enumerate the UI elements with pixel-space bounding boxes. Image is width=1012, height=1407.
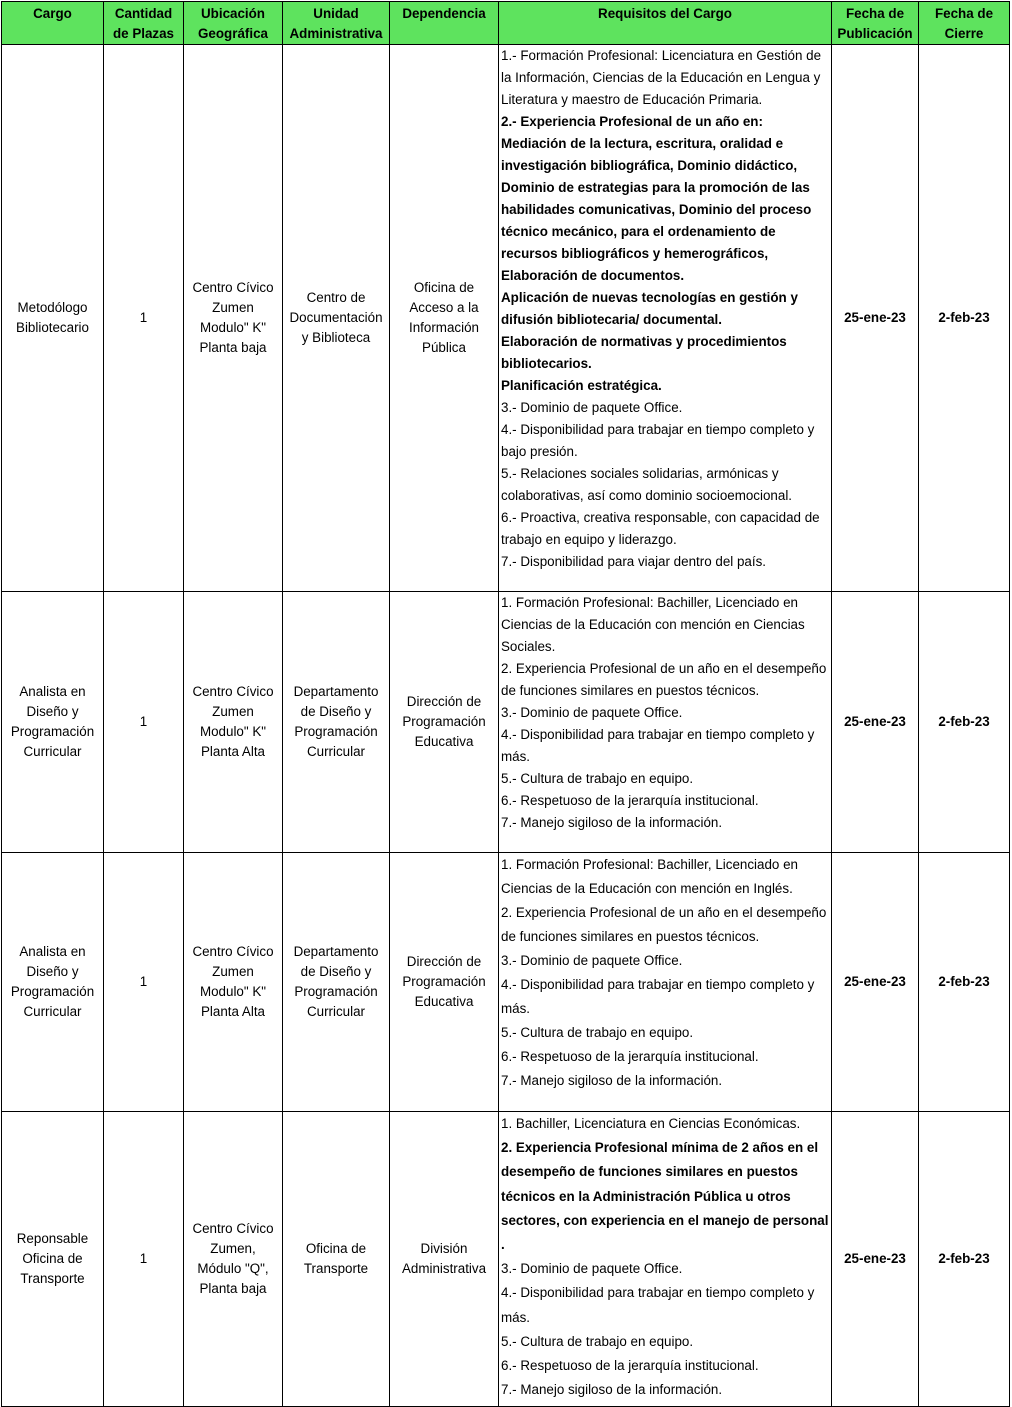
requisito-item: 7.- Manejo sigiloso de la información.	[501, 1382, 723, 1398]
requisito-item: 4.- Disponibilidad para trabajar en tiempo completo y más.	[501, 1285, 815, 1325]
header-fecha-cierre: Fecha de Cierre	[919, 2, 1010, 45]
dependencia-cell: Dirección de Programación Educativa	[390, 592, 499, 853]
cargo-cell: Analista en Diseño y Programación Curricular	[2, 853, 104, 1112]
fecha-publicacion-cell: 25-ene-23	[832, 45, 919, 592]
fecha-publicacion-cell: 25-ene-23	[832, 592, 919, 853]
fecha-cierre-cell: 2-feb-23	[919, 853, 1010, 1112]
vacancies-table	[1, 1, 1010, 1407]
table-header	[2, 2, 1010, 45]
requisito-item: 1. Formación Profesional: Bachiller, Licenciado en Ciencias de la Educación con mención en Inglés.	[501, 857, 798, 896]
fecha-cierre-cell: 2-feb-23	[919, 592, 1010, 853]
fecha-publicacion-cell: 25-ene-23	[832, 1112, 919, 1407]
requisito-item: 1.- Formación Profesional: Licenciatura en Gestión de la Información, Ciencias de la Educación en Lengua y Literatura y maestro de Educación Primaria.	[501, 48, 822, 107]
header-cantidad: Cantidad de Plazas	[104, 2, 184, 45]
unidad-cell: Oficina de Transporte	[283, 1112, 390, 1407]
requisito-item: 3.- Dominio de paquete Office.	[501, 400, 683, 415]
fecha-cierre-cell: 2-feb-23	[919, 45, 1010, 592]
header-cargo: Cargo	[2, 2, 104, 45]
dependencia-cell: Oficina de Acceso a la Información Pública	[390, 45, 499, 592]
requisito-item: Planificación estratégica.	[501, 378, 662, 393]
cargo-cell: Analista en Diseño y Programación Curricular	[2, 592, 104, 853]
requisito-item: 1. Bachiller, Licenciatura en Ciencias Económicas.	[501, 1116, 801, 1131]
unidad-cell: Departamento de Diseño y Programación Curricular	[283, 853, 390, 1112]
requisito-item: 3.- Dominio de paquete Office.	[501, 953, 683, 968]
cantidad-cell: 1	[104, 45, 184, 592]
ubicacion-cell: Centro Cívico Zumen Modulo" K" Planta Alta	[184, 853, 283, 1112]
requisito-item: 3.- Dominio de paquete Office.	[501, 1261, 683, 1277]
table-row	[2, 45, 1010, 592]
requisito-item: 1. Formación Profesional: Bachiller, Licenciado en Ciencias de la Educación con mención en Ciencias Sociales.	[501, 595, 805, 654]
requisito-item: Aplicación de nuevas tecnologías en gestión y difusión bibliotecaria/ documental.	[501, 290, 798, 327]
requisito-item: 2.- Experiencia Profesional de un año en: Mediación de la lectura, escritura, oralidad e investigación bibliográfica, Dominio didáctico, Dominio de estrategias para la promoción de las habilidades comunicativas, Dominio del proceso técnico mecánico, para el ordenamiento de recursos bibliográficos y hemerográficos, Elaboración de documentos.	[501, 114, 812, 283]
requisito-item: 3.- Dominio de paquete Office.	[501, 705, 683, 720]
header-unidad: Unidad Administrativa	[283, 2, 390, 45]
ubicacion-cell: Centro Cívico Zumen Modulo" K" Planta baja	[184, 45, 283, 592]
header-fecha-publicacion: Fecha de Publicación	[832, 2, 919, 45]
requisito-item: 4.- Disponibilidad para trabajar en tiempo completo y más.	[501, 977, 815, 1016]
table-row	[2, 853, 1010, 1112]
header-dependencia: Dependencia	[390, 2, 499, 45]
requisitos-cell	[499, 853, 832, 1112]
requisitos-cell	[499, 592, 832, 853]
cantidad-cell: 1	[104, 1112, 184, 1407]
requisito-item: 5.- Cultura de trabajo en equipo.	[501, 1025, 694, 1040]
table-row	[2, 1112, 1010, 1407]
requisitos-cell	[499, 1112, 832, 1407]
requisito-item: 6.- Respetuoso de la jerarquía institucional.	[501, 1049, 759, 1064]
cargo-cell: Reponsable Oficina de Transporte	[2, 1112, 104, 1407]
requisito-item: 7.- Manejo sigiloso de la información.	[501, 815, 723, 830]
requisito-item: 2. Experiencia Profesional mínima de 2 años en el desempeño de funciones similares en puestos técnicos en la Administración Pública u otros sectores, con experiencia en el manejo de personal .	[501, 1140, 829, 1253]
requisito-item: 7.- Manejo sigiloso de la información.	[501, 1073, 723, 1088]
header-requisitos: Requisitos del Cargo	[499, 2, 832, 45]
fecha-publicacion-cell: 25-ene-23	[832, 853, 919, 1112]
header-ubicacion: Ubicación Geográfica	[184, 2, 283, 45]
requisito-item: 5.- Cultura de trabajo en equipo.	[501, 771, 694, 786]
requisito-item: 6.- Proactiva, creativa responsable, con capacidad de trabajo en equipo y liderazgo.	[501, 510, 820, 547]
unidad-cell: Centro de Documentación y Biblioteca	[283, 45, 390, 592]
table-row	[2, 592, 1010, 853]
header-row	[2, 2, 1010, 45]
fecha-cierre-cell: 2-feb-23	[919, 1112, 1010, 1407]
requisito-item: 6.- Respetuoso de la jerarquía institucional.	[501, 793, 759, 808]
requisito-item: 4.- Disponibilidad para trabajar en tiempo completo y más.	[501, 727, 815, 764]
requisito-item: 2. Experiencia Profesional de un año en el desempeño de funciones similares en puestos técnicos.	[501, 905, 827, 944]
requisito-item: 2. Experiencia Profesional de un año en el desempeño de funciones similares en puestos técnicos.	[501, 661, 827, 698]
requisito-item: 5.- Cultura de trabajo en equipo.	[501, 1333, 694, 1349]
ubicacion-cell: Centro Cívico Zumen, Módulo "Q", Planta baja	[184, 1112, 283, 1407]
cargo-cell: Metodólogo Bibliotecario	[2, 45, 104, 592]
ubicacion-cell: Centro Cívico Zumen Modulo" K" Planta Alta	[184, 592, 283, 853]
requisitos-cell	[499, 45, 832, 592]
unidad-cell: Departamento de Diseño y Programación Curricular	[283, 592, 390, 853]
requisito-item: 7.- Disponibilidad para viajar dentro del país.	[501, 554, 766, 569]
dependencia-cell: Dirección de Programación Educativa	[390, 853, 499, 1112]
cantidad-cell: 1	[104, 853, 184, 1112]
requisito-item: 6.- Respetuoso de la jerarquía institucional.	[501, 1358, 759, 1374]
dependencia-cell: División Administrativa	[390, 1112, 499, 1407]
cantidad-cell: 1	[104, 592, 184, 853]
requisito-item: 4.- Disponibilidad para trabajar en tiempo completo y bajo presión.	[501, 422, 815, 459]
requisito-item: Elaboración de normativas y procedimientos bibliotecarios.	[501, 334, 787, 371]
table-body	[2, 45, 1010, 1407]
requisito-item: 5.- Relaciones sociales solidarias, armónicas y colaborativas, así como dominio socioemocional.	[501, 466, 793, 503]
